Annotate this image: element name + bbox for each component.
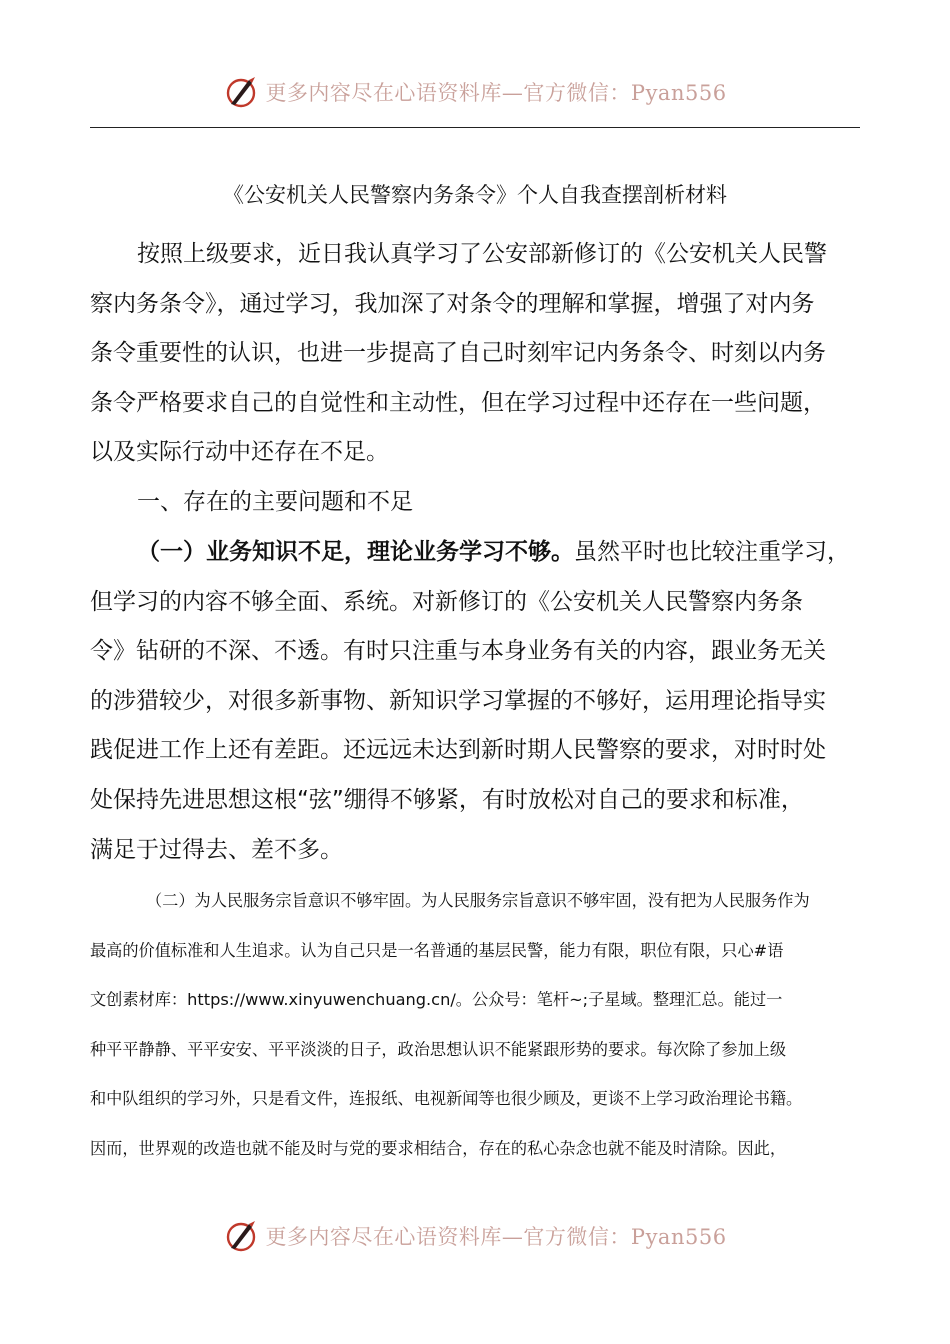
text-line: 最高的价值标准和人生追求。认为自己只是一名普通的基层民警，能力有限，职位有限，只心#语 (90, 940, 784, 960)
header-divider (90, 127, 860, 128)
text-line: 的涉猎较少，对很多新事物、新知识学习掌握的不够好，运用理论指导实 (90, 687, 826, 714)
text-line: 令》钻研的不深、不透。有时只注重与本身业务有关的内容，跟业务无关 (90, 638, 826, 665)
point-one-lead: （一）业务知识不足，理论业务学习不够。 (137, 539, 574, 565)
text-line: 践促进工作上还有差距。还远远未达到新时期人民警察的要求，对时时处 (90, 737, 826, 764)
quill-pen-logo-icon (223, 1218, 259, 1254)
quill-pen-logo-icon (223, 74, 259, 110)
text-line: 以及实际行动中还存在不足。 (90, 439, 389, 466)
text-line: 但学习的内容不够全面、系统。对新修订的《公安机关人民警察内务条 (90, 588, 803, 615)
section-heading-text: 一、存在的主要问题和不足 (137, 489, 413, 515)
text-line: 满足于过得去、差不多。 (90, 836, 343, 863)
watermark-text: 更多内容尽在心语资料库—官方微信：Pyan556 (265, 81, 727, 105)
text-line: 条令严格要求自己的自觉性和主动性，但在学习过程中还存在一些问题， (90, 389, 826, 416)
intro-paragraph (90, 230, 860, 478)
text-line: 文创素材库：https://www.xinyuwenchuang.cn/。公众号：笔杆~;子星域。整理汇总。能过一 (90, 990, 783, 1010)
watermark-text: 更多内容尽在心语资料库—官方微信：Pyan556 (265, 1225, 727, 1249)
section-heading (90, 478, 860, 528)
text-line: 种平平静静、平平安安、平平淡淡的日子，政治思想认识不能紧跟形势的要求。每次除了参加上级 (90, 1039, 787, 1059)
document-title: 《公安机关人民警察内务条令》个人自我查摆剖析材料 (223, 183, 727, 207)
text-line (90, 528, 860, 578)
text-line: 按照上级要求，近日我认真学习了公安部新修订的《公安机关人民警 (137, 241, 827, 267)
text-line: 处保持先进思想这根“弦”绷得不够紧，有时放松对自己的要求和标准， (90, 786, 804, 813)
point-two-paragraph (90, 876, 870, 1174)
text-line: 因而，世界观的改造也就不能及时与党的要求相结合，存在的私心杂念也就不能及时清除。因此， (90, 1138, 787, 1158)
header-watermark (0, 70, 950, 114)
point-one-first-line-rest: 虽然平时也比较注重学习， (574, 539, 850, 565)
footer-watermark (0, 1214, 950, 1258)
text-line: 条令重要性的认识，也进一步提高了自己时刻牢记内务条令、时刻以内务 (90, 340, 826, 367)
point-one-paragraph (90, 528, 860, 875)
text-line: 和中队组织的学习外，只是看文件，连报纸、电视新闻等也很少顾及，更谈不上学习政治理论书籍。 (90, 1089, 803, 1109)
text-line: （二）为人民服务宗旨意识不够牢固。为人民服务宗旨意识不够牢固，没有把为人民服务作为 (146, 891, 810, 910)
text-line: 察内务条令》，通过学习，我加深了对条令的理解和掌握，增强了对内务 (90, 290, 815, 317)
